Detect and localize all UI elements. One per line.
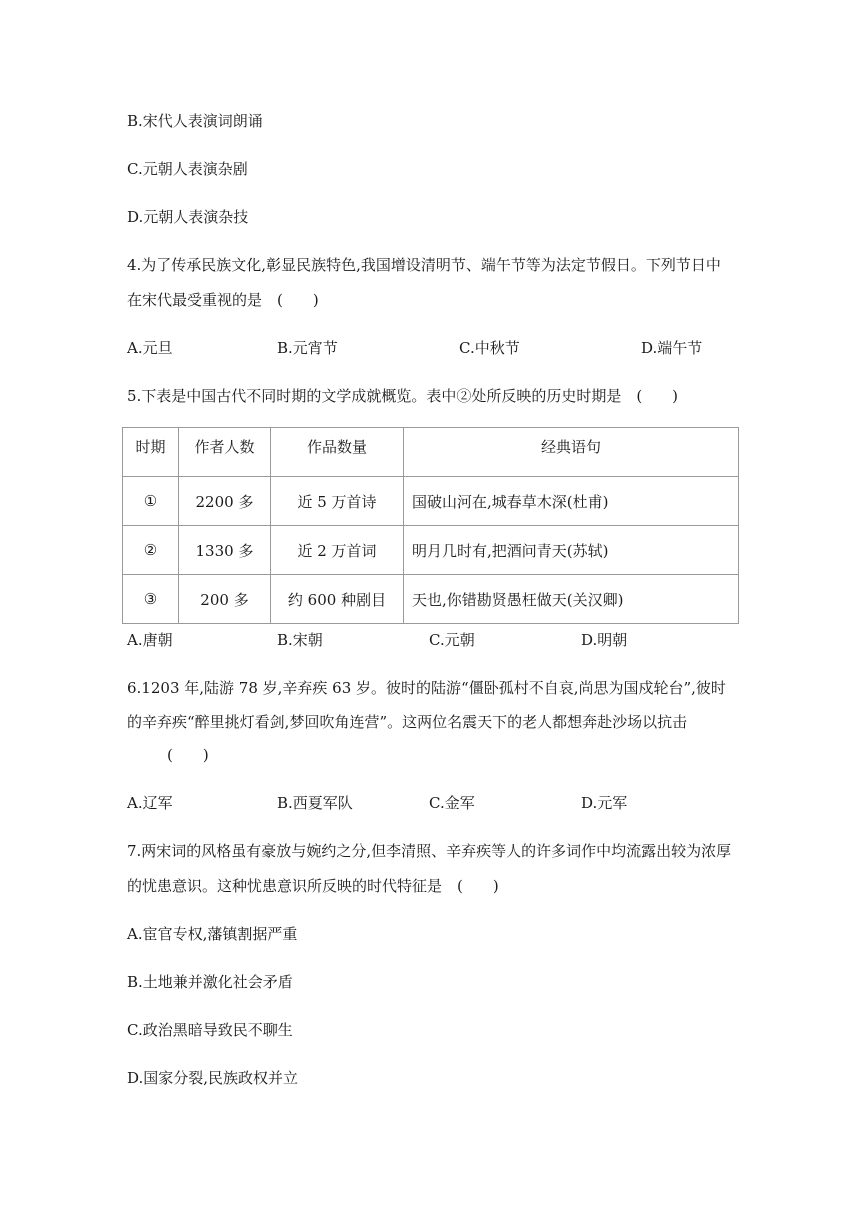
q6-option-b: B.西夏军队 (277, 794, 353, 812)
table-cell-works: 约 600 种剧目 (271, 575, 404, 624)
q6-option-a: A.辽军 (127, 794, 173, 812)
q4-option-a: A.元旦 (127, 339, 173, 357)
table-row (123, 575, 739, 624)
table-cell-quote: 天也,你错勘贤愚枉做天(关汉卿) (404, 575, 739, 624)
q3-option-b: B.宋代人表演词朗诵 (127, 112, 263, 130)
table-cell-period: ② (123, 526, 179, 575)
q4-option-c: C.中秋节 (459, 339, 520, 357)
q6-stem-line2: 的辛弃疾“醉里挑灯看剑,梦回吹角连营”。这两位名震天下的老人都想奔赴沙场以抗击 (127, 713, 688, 731)
q6-stem-line3: ( ) (167, 746, 209, 764)
q4-stem-line1: 4.为了传承民族文化,彰显民族特色,我国增设清明节、端午节等为法定节假日。下列节日中 (127, 256, 721, 274)
table-row (123, 477, 739, 526)
q7-stem-line1: 7.两宋词的风格虽有豪放与婉约之分,但李清照、辛弃疾等人的许多词作中均流露出较为浓厚 (127, 842, 732, 860)
q5-option-d: D.明朝 (581, 631, 628, 649)
q6-option-c: C.金军 (429, 794, 475, 812)
q4-option-b: B.元宵节 (277, 339, 338, 357)
q3-option-d: D.元朝人表演杂技 (127, 208, 249, 226)
table-cell-period: ③ (123, 575, 179, 624)
table-header-authors: 作者人数 (179, 428, 271, 477)
table-row (123, 526, 739, 575)
table-cell-authors: 200 多 (179, 575, 271, 624)
q7-option-c: C.政治黑暗导致民不聊生 (127, 1021, 293, 1039)
q7-option-d: D.国家分裂,民族政权并立 (127, 1069, 299, 1087)
table-cell-works: 近 2 万首词 (271, 526, 404, 575)
q4-option-d: D.端午节 (641, 339, 703, 357)
q4-stem-line2: 在宋代最受重视的是 ( ) (127, 291, 319, 309)
table-header-period: 时期 (123, 428, 179, 477)
q7-option-a: A.宦官专权,藩镇割据严重 (127, 925, 298, 943)
q7-option-b: B.土地兼并激化社会矛盾 (127, 973, 293, 991)
q3-option-c: C.元朝人表演杂剧 (127, 160, 248, 178)
table-header-row (123, 428, 739, 477)
table-cell-authors: 2200 多 (179, 477, 271, 526)
table-cell-quote: 明月几时有,把酒问青天(苏轼) (404, 526, 739, 575)
table-cell-works: 近 5 万首诗 (271, 477, 404, 526)
table-header-quotes: 经典语句 (404, 428, 739, 477)
literature-table (122, 427, 739, 624)
table-cell-quote: 国破山河在,城春草木深(杜甫) (404, 477, 739, 526)
q6-stem-line1: 6.1203 年,陆游 78 岁,辛弃疾 63 岁。彼时的陆游“僵卧孤村不自哀,尚思为国戍轮台”,彼时 (127, 679, 726, 697)
q5-option-a: A.唐朝 (127, 631, 173, 649)
q5-options (127, 630, 747, 650)
q4-options (127, 338, 747, 358)
table-cell-authors: 1330 多 (179, 526, 271, 575)
table-header-works: 作品数量 (271, 428, 404, 477)
q5-option-b: B.宋朝 (277, 631, 323, 649)
q5-option-c: C.元朝 (429, 631, 475, 649)
table-cell-period: ① (123, 477, 179, 526)
q6-option-d: D.元军 (581, 794, 628, 812)
q6-options (127, 793, 747, 813)
q5-stem-line1: 5.下表是中国古代不同时期的文学成就概览。表中②处所反映的历史时期是 ( ) (127, 387, 679, 405)
q7-stem-line2: 的忧患意识。这种忧患意识所反映的时代特征是 ( ) (127, 877, 499, 895)
